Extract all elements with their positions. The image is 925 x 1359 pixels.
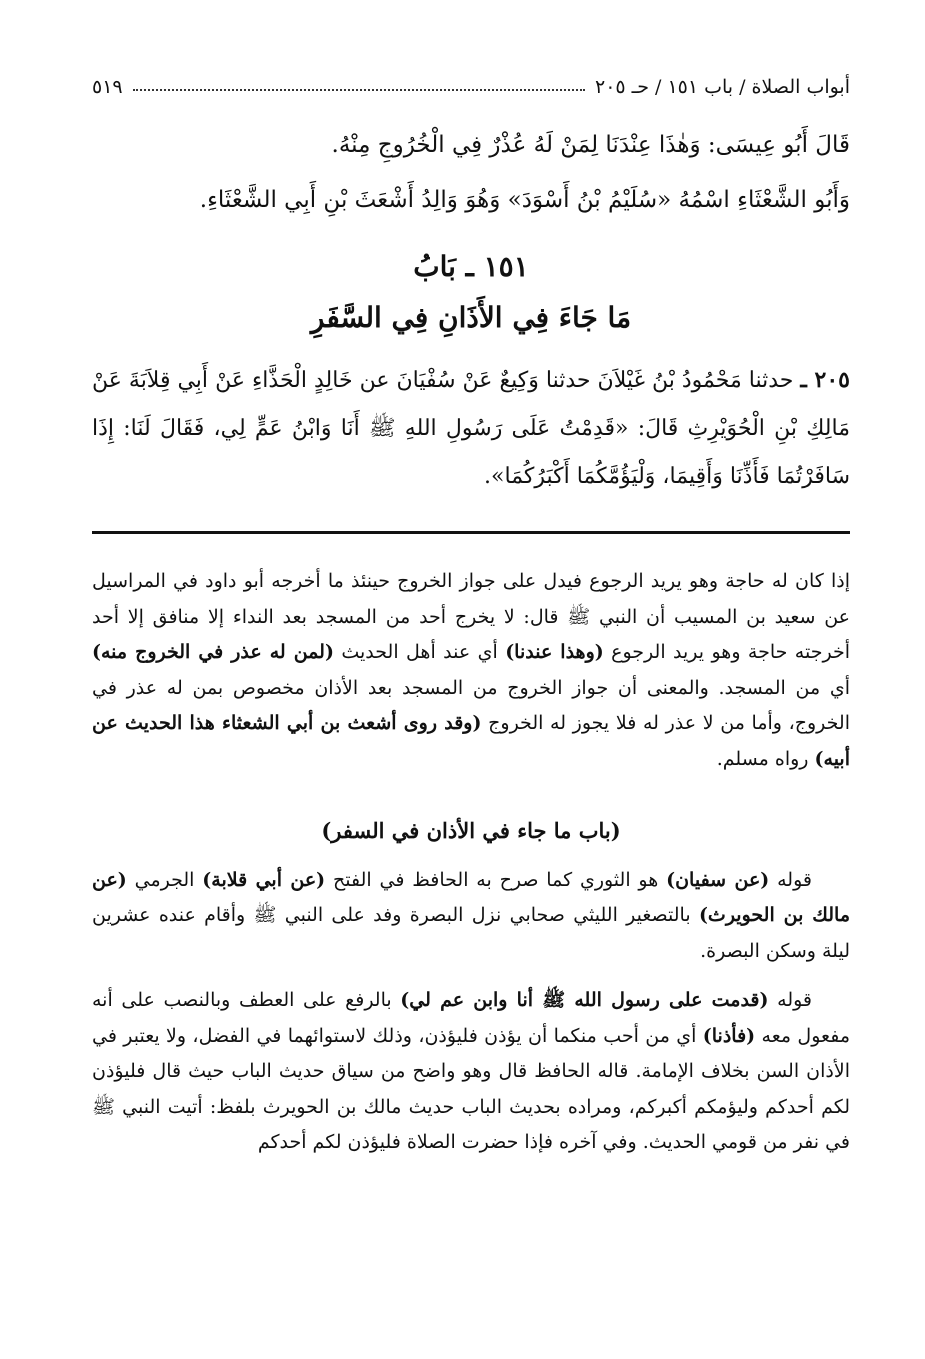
bold-quote: (وقد روى أشعث بن أبي الشعثاء هذا الحديث عن أبيه) bbox=[92, 712, 850, 770]
text-run: إذا كان له حاجة وهو يريد الرجوع فيدل على جواز الخروج حينئذ ما أخرجه أبو داود في المراسيل عن سعيد بن المسيب أن النبي ﷺ قال: لا يخرج أحد من المسجد بعد النداء إلا منافق إلا أحد أخرجته حاجة وهو يريد الرجوع bbox=[92, 570, 850, 663]
bold-quote: (قدمت على رسول الله ﷺ أنا وابن عم لي) bbox=[400, 989, 769, 1011]
matn-line: وَأَبُو الشَّعْثَاءِ اسْمُهُ «سُلَيْمُ بْنُ أَسْوَدَ» وَهُوَ وَالِدُ أَشْعَثَ بْنِ أَبِي الشَّعْثَاءِ. bbox=[199, 187, 850, 213]
bold-quote: (لمن له عذر في الخروج منه) bbox=[92, 641, 334, 663]
text-run: قوله bbox=[769, 868, 812, 891]
hadith-number: ٢٠٥ ـ bbox=[800, 367, 850, 393]
commentary-subheading: (باب ما جاء في الأذان في السفر) bbox=[321, 818, 621, 843]
book-page bbox=[92, 60, 850, 1161]
text-run: بالتصغير الليثي صحابي نزل البصرة وفد على النبي ﷺ وأقام عنده عشرين ليلة وسكن البصرة. bbox=[92, 904, 850, 962]
matn-line: قَالَ أَبُو عِيسَى: وَهٰذَا عِنْدَنَا لِمَنْ لَهُ عُذْرٌ فِي الْخُرُوجِ مِنْهُ. bbox=[331, 132, 850, 158]
text-run: الجرمي bbox=[126, 868, 203, 891]
text-run: أي من أحب منكما أن يؤذن فليؤذن، وذلك لاستوائهما في الفضل، ولا يعتبر في الأذان السن بخلاف الإمامة. قاله الحافظ قال وهو واضح من سياق حديث الباب حيث قال فليؤذن لكم أحدكم وليؤمكم أكبركم، ومراده بحديث الباب حديث مالك بن الحويرث بلفظ: أتيت النبي ﷺ في نفر من قومي الحديث. وفي آخره فإذا حضرت الصلاة فليؤذن لكم أحدكم bbox=[92, 1024, 850, 1153]
section-title: أبواب الصلاة / باب ١٥١ / حـ ٢٠٥ bbox=[594, 76, 850, 98]
leader-dots bbox=[133, 89, 585, 91]
chapter-heading bbox=[92, 242, 850, 344]
text-run: أي من المسجد. والمعنى أن جواز الخروج من المسجد بعد الأذان مخصوص بمن له عذر في الخروج، وأما من لا عذر له فلا يجوز له الخروج bbox=[92, 676, 851, 734]
text-run: رواه مسلم. bbox=[716, 747, 815, 770]
text-run: بالرفع على العطف وبالنصب على أنه مفعول معه bbox=[92, 989, 850, 1047]
text-run: قوله bbox=[768, 989, 813, 1011]
chapter-number: ١٥١ ـ بَابُ bbox=[413, 250, 529, 283]
commentary bbox=[92, 564, 850, 1161]
bold-quote: (عن أبي قلابة) bbox=[202, 868, 326, 891]
bold-quote: (فأذنا) bbox=[702, 1024, 756, 1047]
text-run: هو الثوري كما صرح به الحافظ في الفتح bbox=[325, 868, 667, 891]
footnote-divider bbox=[92, 531, 850, 534]
matn-block bbox=[92, 118, 850, 228]
commentary-paragraph bbox=[92, 564, 850, 777]
commentary-paragraph bbox=[92, 983, 850, 1161]
page-number: ٥١٩ bbox=[92, 76, 123, 98]
bold-quote: (عن مالك بن الحويرث) bbox=[92, 868, 851, 926]
bold-quote: (عن سفيان) bbox=[666, 868, 770, 891]
hadith-body: حدثنا مَحْمُودُ بْنُ غَيْلاَنَ حدثنا وَكِيعٌ عَنْ سُفْيَانَ عن خَالِدٍ الْحَذَّاءِ عَنْ أَبِي قِلاَبَةَ عَنْ مَالِكِ بْنِ الْحُوَيْرِثِ قَالَ: «قَدِمْتُ عَلَى رَسُولِ اللهِ ﷺ أَنَا وَابْنُ عَمٍّ لِي، فَقَالَ لَنَا: إِذَا سَافَرْتُمَا فَأَذِّنَا وَأَقِيمَا، وَلْيَؤُمَّكُمَا أَكْبَرُكُمَا». bbox=[92, 368, 850, 489]
commentary-paragraph bbox=[92, 863, 850, 970]
text-run: أي عند أهل الحديث bbox=[333, 641, 506, 663]
running-header bbox=[92, 60, 850, 98]
hadith-text bbox=[92, 356, 850, 501]
chapter-title: مَا جَاءَ فِي الأَذَانِ فِي السَّفَرِ bbox=[310, 301, 632, 334]
bold-quote: (وهذا عندنا) bbox=[505, 641, 604, 663]
